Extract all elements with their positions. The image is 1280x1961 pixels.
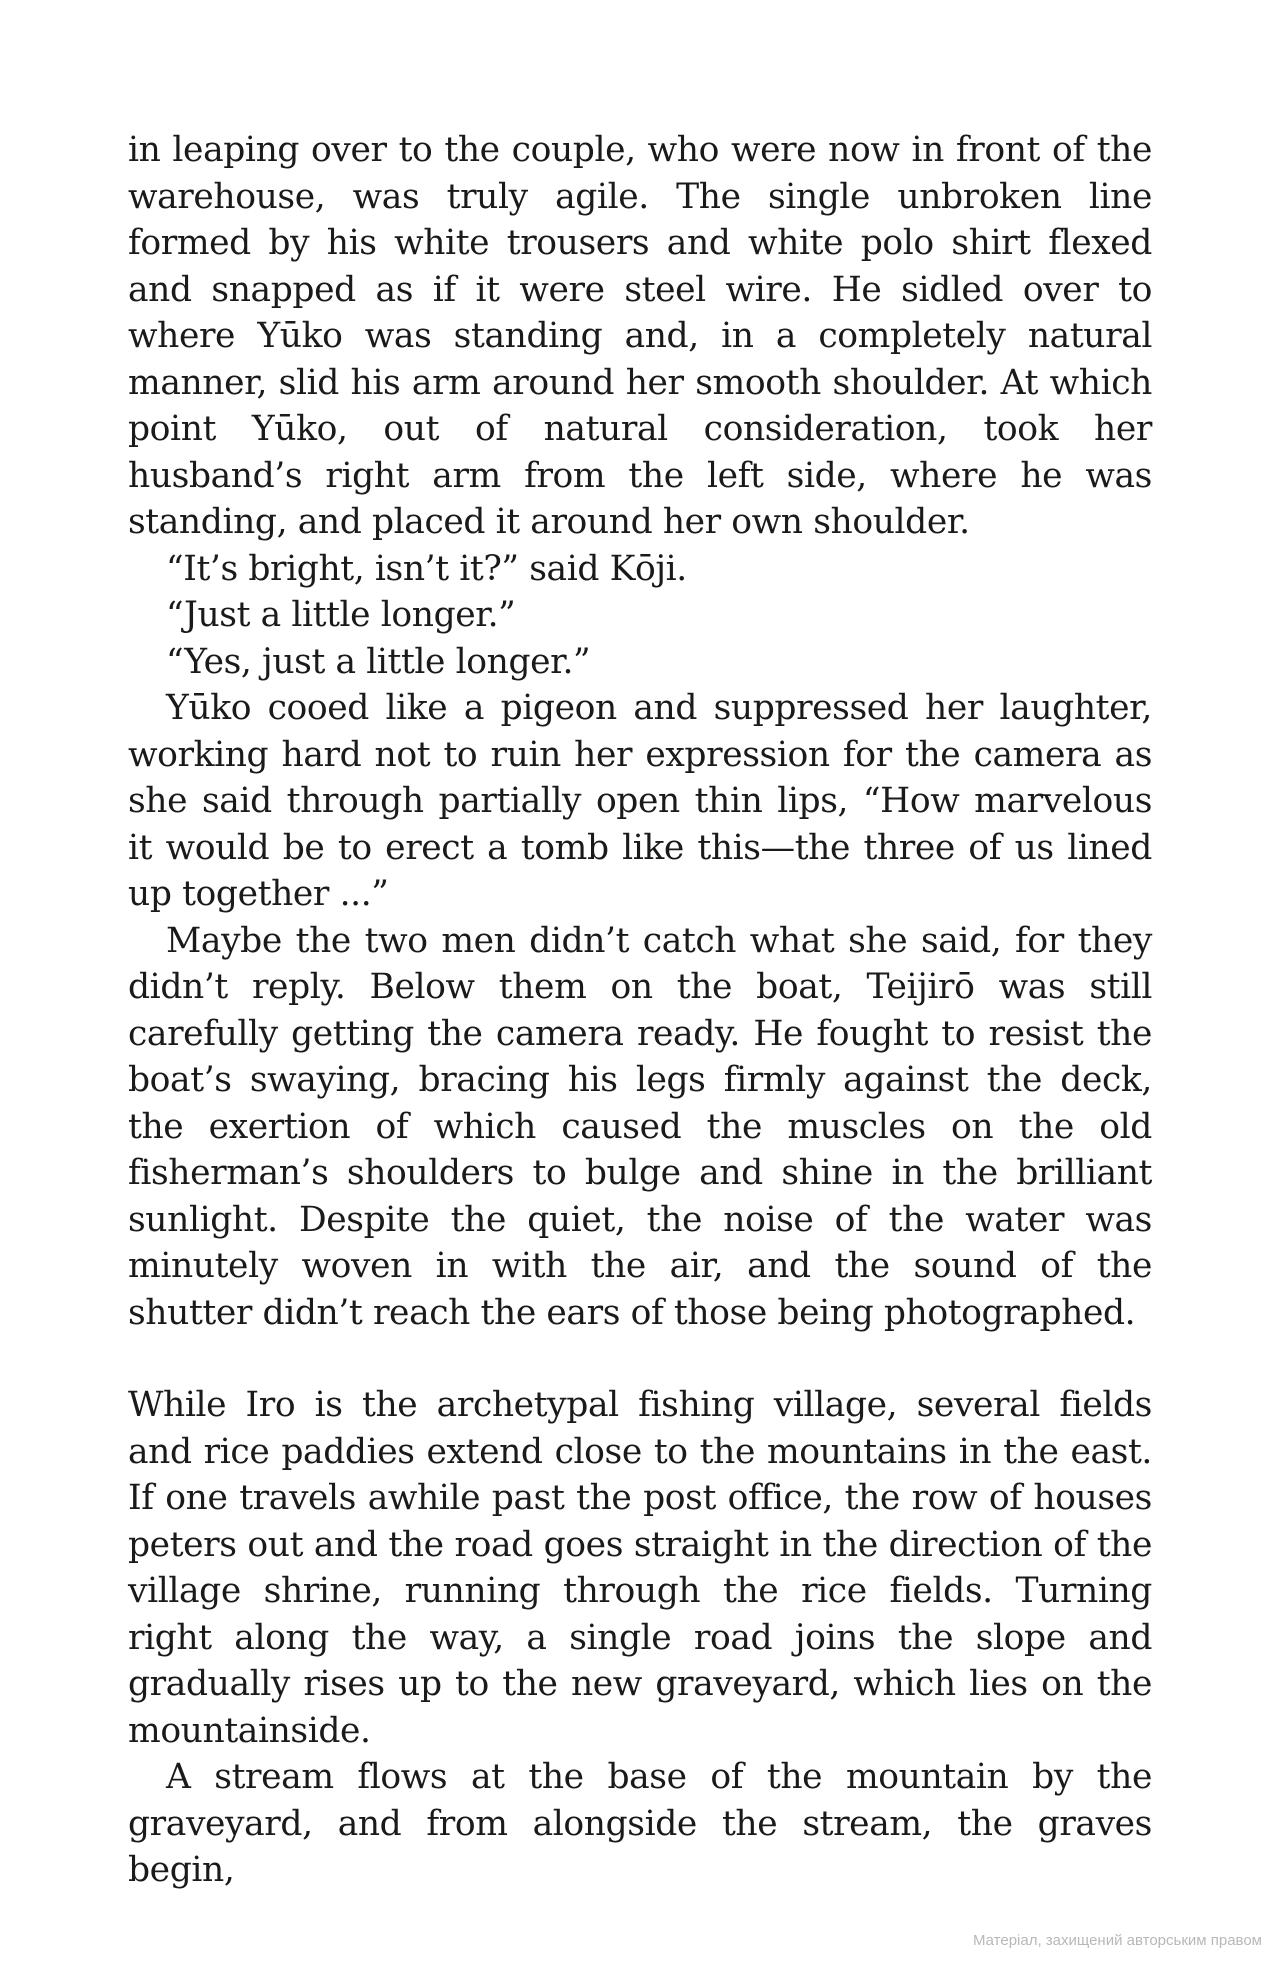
dialogue-line: “Yes, just a little longer.”	[166, 641, 591, 682]
section-opening-paragraph: While Iro is the archetypal fishing village, several fields and rice paddies extend close to the mountains in the east. If one travels awhile past the post office, the row of houses peters out and the road goes straight in the direction of the village shrine, running through the rice fields. Turning right along the way, a single road joins the slope and gradually rises up to the new graveyard, which lies on the mountainside.	[128, 1385, 1152, 1751]
dialogue-line: “Just a little longer.”	[166, 595, 516, 635]
section-break	[128, 1336, 1152, 1382]
paragraph: Yūko cooed like a pigeon and suppressed her laughter, working hard not to ruin her expression for the camera as she said through partially open thin lips, “How marvelous it would be to erect a tomb like this—the three of us lined up together ...”	[128, 688, 1152, 914]
book-page	[128, 127, 1152, 1894]
copyright-watermark: Матеріал, захищений авторським правом	[972, 1932, 1262, 1949]
paragraph-continued: in leaping over to the couple, who were now in front of the warehouse, was truly agile. The single unbroken line formed by his white trousers and white polo shirt flexed and snapped as if it were steel wire. He sidled over to where Yūko was standing and, in a completely natural manner, slid his arm around her smooth shoulder. At which point Yūko, out of natural consideration, took her husband’s right arm from the left side, where he was standing, and placed it around her own shoulder.	[128, 130, 1152, 542]
paragraph: A stream flows at the base of the mountain by the graveyard, and from alongside the stream, the graves begin,	[128, 1757, 1152, 1890]
dialogue-koji: “It’s bright, isn’t it?” said Kōji.	[166, 548, 687, 589]
paragraph: Maybe the two men didn’t catch what she said, for they didn’t reply. Below them on the boat, Teijirō was still carefully getting the camera ready. He fought to resist the boat’s swaying, bracing his legs firmly against the deck, the exertion of which caused the muscles on the old fisherman’s shoulders to bulge and shine in the brilliant sunlight. Despite the quiet, the noise of the water was minutely woven in with the air, and the sound of the shutter didn’t reach the ears of those being photographed.	[128, 920, 1152, 1333]
